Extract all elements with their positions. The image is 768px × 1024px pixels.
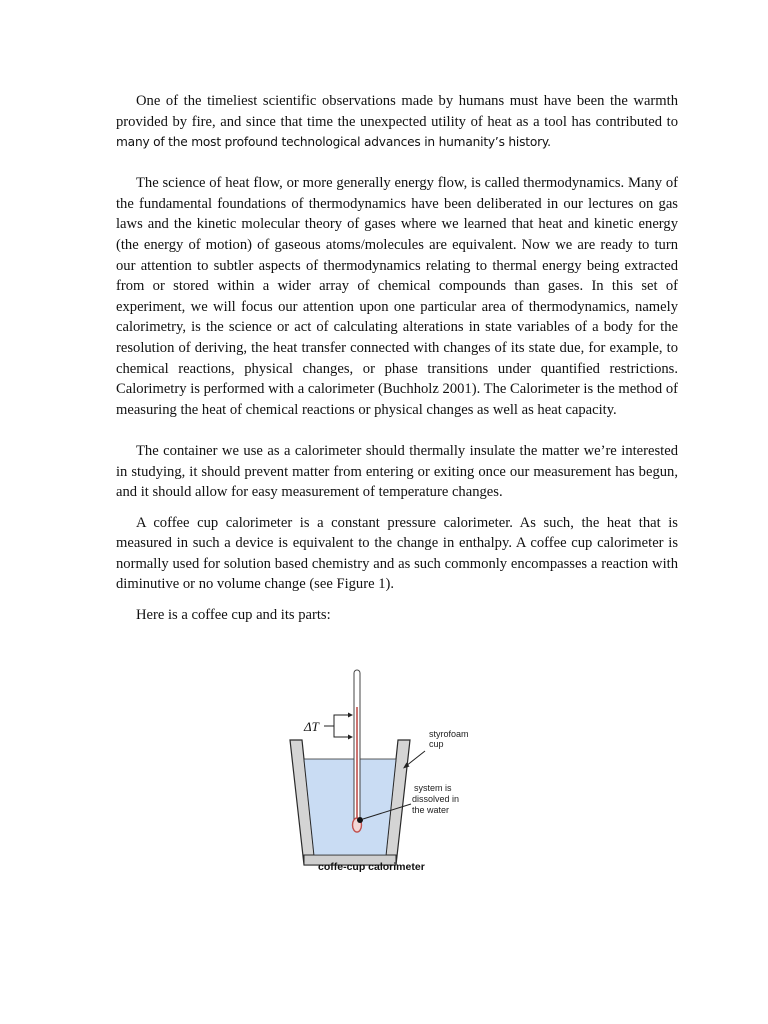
styrofoam-label-line1: styrofoam (429, 729, 469, 739)
system-label-line1: system is (414, 783, 452, 793)
system-label-line2: dissolved in (412, 794, 460, 804)
paragraph-coffee-cup: A coffee cup calorimeter is a constant pressure calorimeter. As such, the heat that is measured in such a device is equivalent to the change in enthalpy. A coffee cup calorimeter is normally used for solution based chemistry and as such commonly encompasses a reaction with diminutive or no volume change (see Figure 1). (116, 514, 678, 593)
paragraph-container: The container we use as a calorimeter should thermally insulate the matter we’re interested in studying, it should prevent matter from entering or exiting once our measurement has begun, and it should allow for easy measurement of temperature changes. (116, 442, 678, 501)
water-fill (304, 759, 396, 855)
figure-caption: coffe-cup calorimeter (318, 861, 425, 873)
arrow-head-top (348, 713, 353, 718)
paragraph-intro (116, 91, 678, 153)
paragraph-figure-intro: Here is a coffee cup and its parts: (136, 607, 331, 624)
paragraph-intro-main: One of the timeliest scientific observations made by humans must have been the warmth provided by fire, and since that time the unexpected utility of heat as a tool has contributed to (116, 93, 678, 130)
delta-t-label: ΔT (304, 719, 319, 734)
system-label-line3: the water (412, 805, 450, 815)
paragraph-thermodynamics: The science of heat flow, or more generally energy flow, is called thermodynamics. Many of the fundamental foundations of thermodynamics have been deliberated in our lectures on gas laws and the kinetic molecular theory of gases where we learned that heat and kinetic energy (the energy of motion) of gaseous atoms/molecules are equivalent. Now we are ready to turn our attention to subtler aspects of thermodynamics relating to thermal energy being extracted from or stored within a wider array of chemical compounds than gases. In this set of experiment, we will focus our attention upon one particular area of thermodynamics, namely calorimetry, is the science or act of calculating alterations in state variables of a body for the resolution of deriving, the heat transfer connected with changes of its state due, for example, to chemical reactions, physical changes, or phase transitions under quantified restrictions. Calorimetry is performed with a calorimeter (Buchholz 2001). The Calorimeter is the method of measuring the heat of chemical reactions or physical changes as well as heat capacity. (116, 175, 678, 418)
calorimeter-diagram (280, 665, 490, 880)
paragraph-intro-tail: many of the most profound technological advances in humanity’s history. (116, 135, 551, 150)
system-dot (357, 817, 363, 823)
styrofoam-label-line2: cup (429, 739, 444, 749)
calorimeter-figure (280, 665, 490, 880)
delta-t-bracket (334, 715, 351, 737)
arrow-head-bottom (348, 735, 353, 740)
document-body (116, 91, 678, 626)
